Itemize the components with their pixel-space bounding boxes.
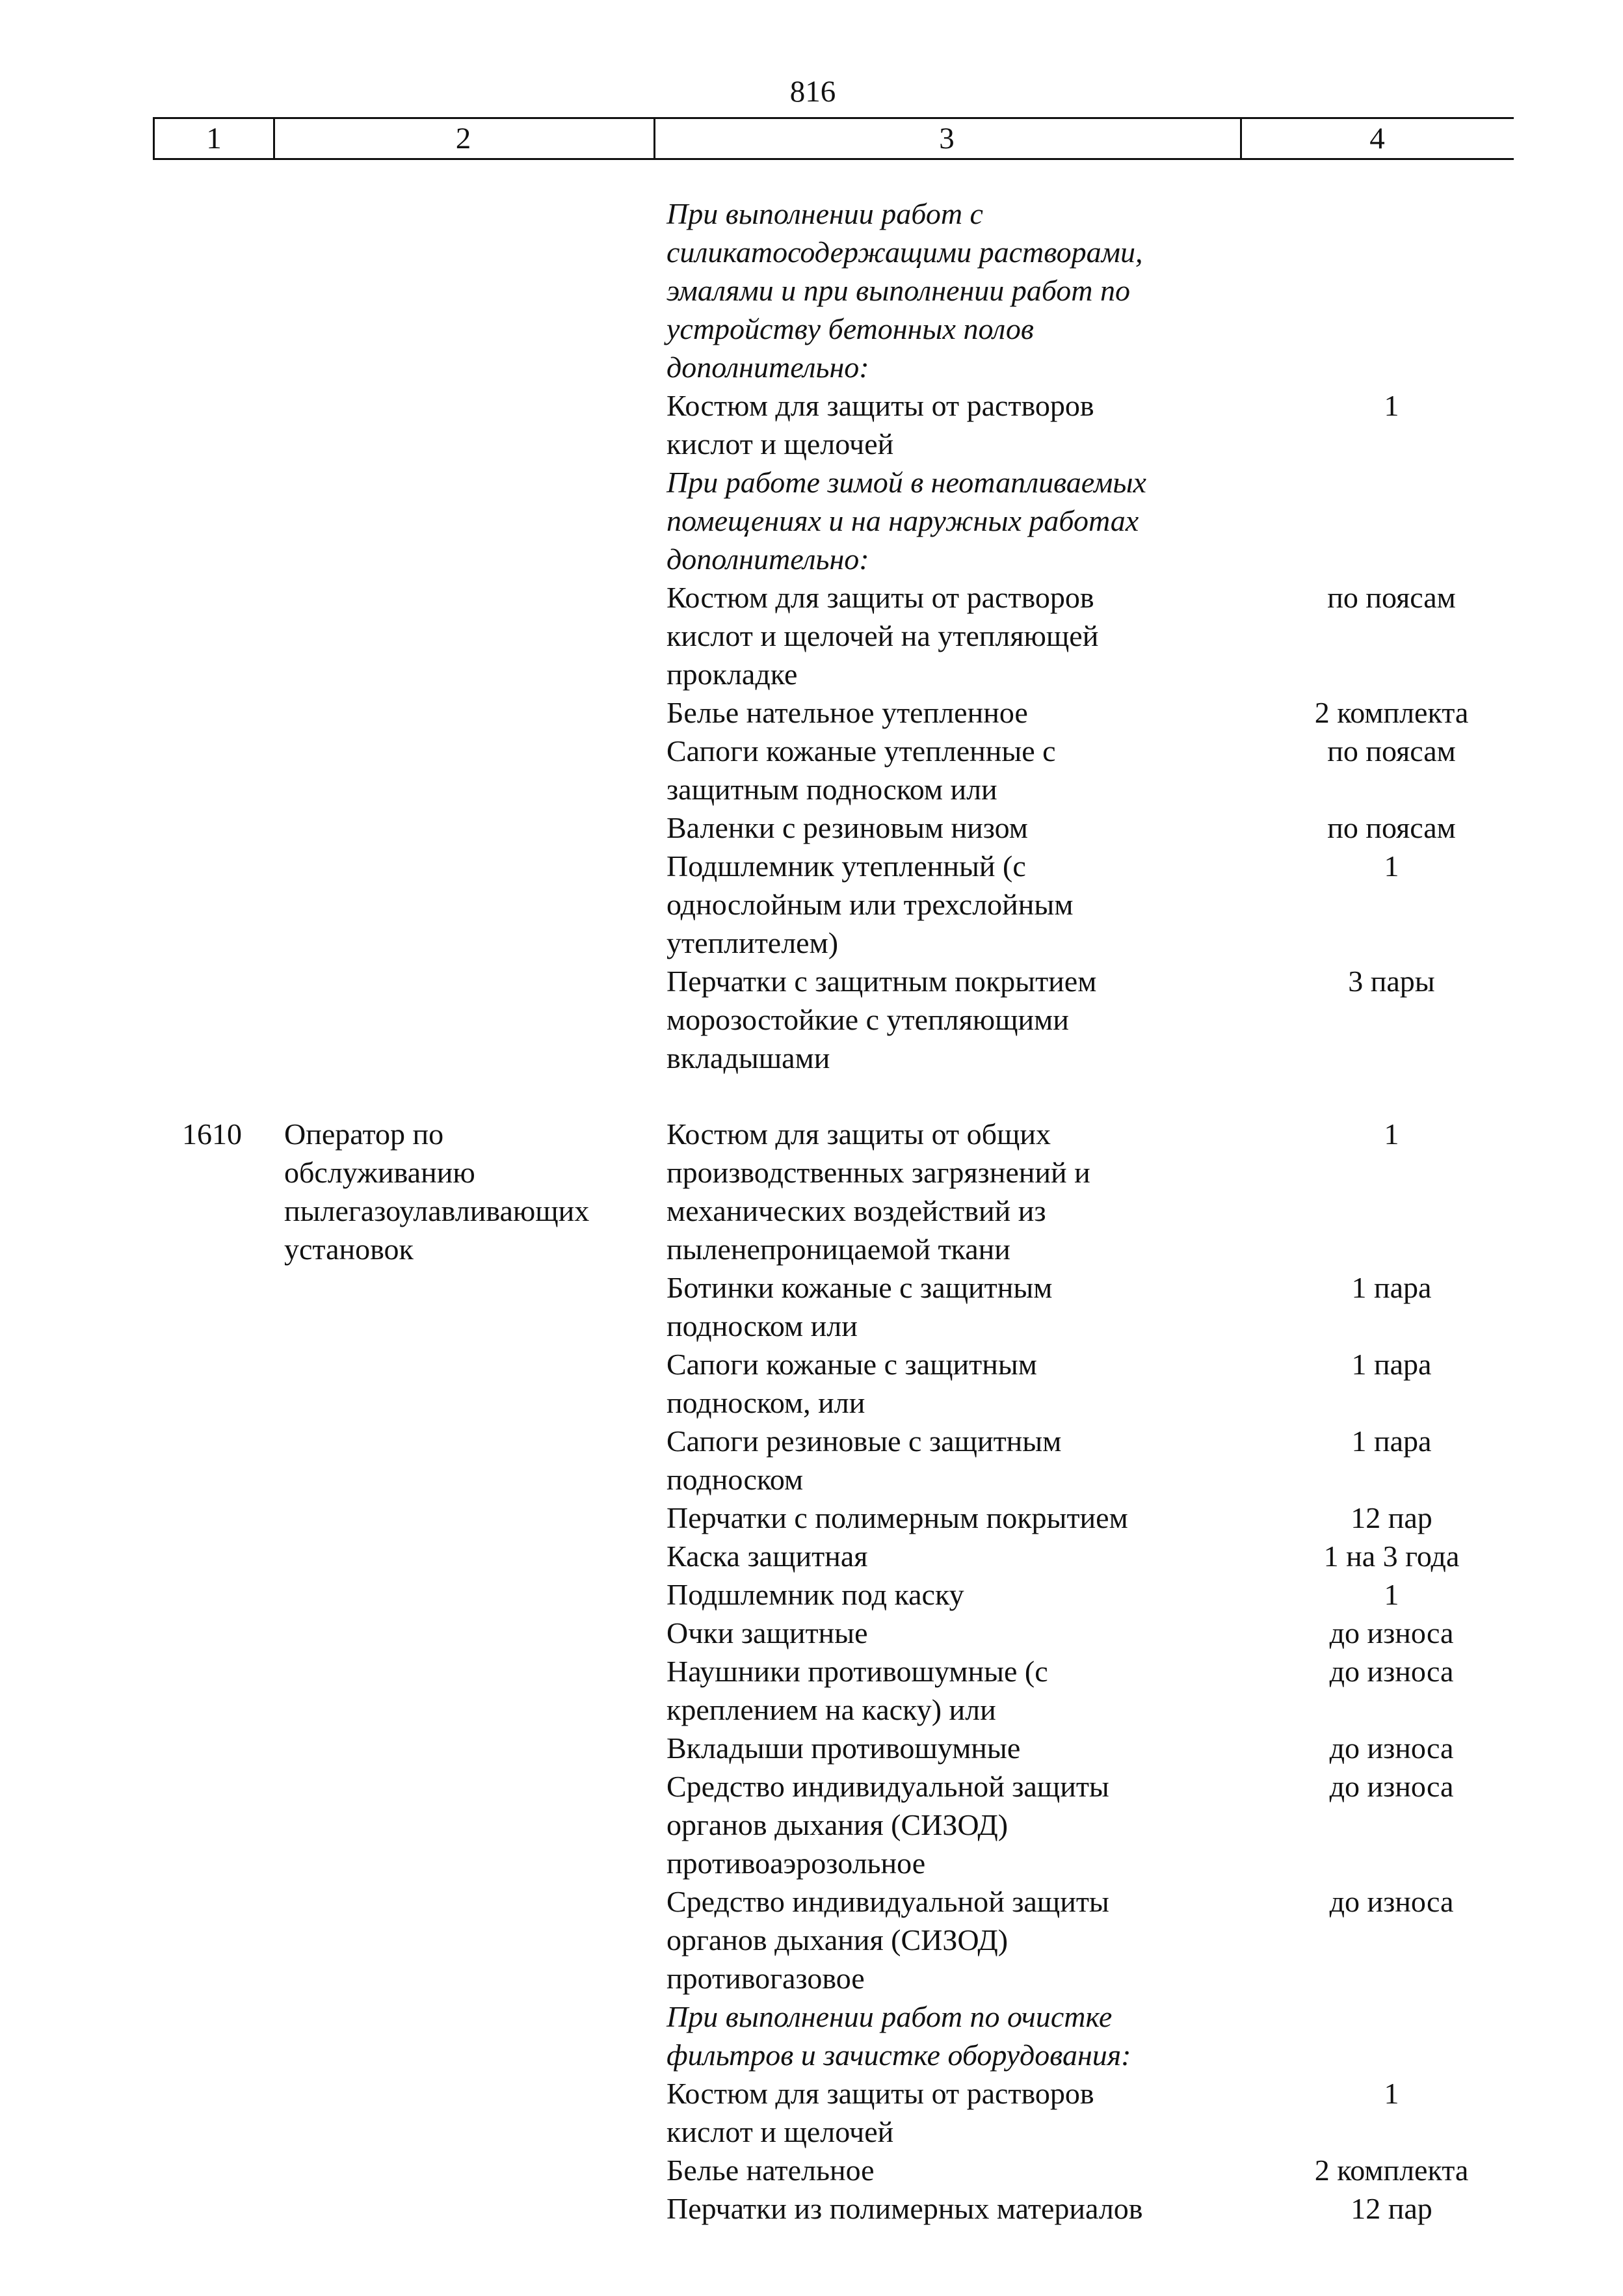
item-name-line: кислот и щелочей — [666, 427, 894, 461]
profession-line: Оператор по — [284, 1117, 444, 1151]
item-quantity: 12 пар — [1351, 2192, 1432, 2225]
item-quantity: 1 — [1384, 389, 1399, 422]
item-quantity: 2 комплекта — [1314, 696, 1469, 729]
item-quantity: до износа — [1329, 1770, 1454, 1803]
item-name-line: Средство индивидуальной защиты — [666, 1770, 1109, 1803]
item-name-line: креплением на каску) или — [666, 1693, 996, 1726]
page-number: 816 — [789, 75, 836, 109]
condition-note-line: фильтров и зачистке оборудования: — [666, 2038, 1131, 2072]
condition-note-line: дополнительно: — [666, 542, 869, 576]
item-quantity: по поясам — [1327, 811, 1456, 844]
item-name-line: органов дыхания (СИЗОД) — [666, 1808, 1009, 1841]
item-name-line: органов дыхания (СИЗОД) — [666, 1923, 1009, 1956]
condition-note-line: При выполнении работ с — [666, 197, 983, 230]
item-name-line: Средство индивидуальной защиты — [666, 1885, 1109, 1918]
item-name-line: подноском или — [666, 1309, 858, 1342]
table-header-row — [153, 117, 1514, 160]
item-name-line: Наушники противошумные (с — [666, 1655, 1048, 1688]
item-quantity: 3 пары — [1348, 965, 1435, 998]
item-name-line: Перчатки из полимерных материалов — [666, 2192, 1143, 2225]
item-name-line: Подшлемник под каску — [666, 1578, 964, 1611]
item-name-line: подноском — [666, 1463, 804, 1496]
item-quantity: 1 — [1384, 849, 1399, 883]
item-name-line: Подшлемник утепленный (с — [666, 849, 1026, 883]
condition-note-line: эмалями и при выполнении работ по — [666, 274, 1131, 307]
item-name-line: вкладышами — [666, 1041, 830, 1075]
item-quantity: 12 пар — [1351, 1501, 1432, 1534]
item-name-line: Костюм для защиты от растворов — [666, 581, 1094, 614]
item-quantity: 2 комплекта — [1314, 2154, 1469, 2187]
condition-note-line: помещениях и на наружных работах — [666, 504, 1139, 537]
item-quantity: до износа — [1329, 1616, 1454, 1649]
item-name-line: Сапоги резиновые с защитным — [666, 1424, 1062, 1458]
item-name-line: Вкладыши противошумные — [666, 1731, 1021, 1765]
item-name-line: Костюм для защиты от общих — [666, 1117, 1051, 1151]
condition-note-line: устройству бетонных полов — [666, 312, 1034, 345]
item-name-line: Белье нательное утепленное — [666, 696, 1028, 729]
item-name-line: Костюм для защиты от растворов — [666, 389, 1094, 422]
profession-line: установок — [284, 1233, 414, 1266]
item-name-line: защитным подноском или — [666, 773, 997, 806]
header-col-4: 4 — [1369, 122, 1385, 155]
item-name-line: кислот и щелочей на утепляющей — [666, 619, 1099, 652]
header-col-3: 3 — [653, 119, 1242, 158]
item-quantity: 1 пара — [1351, 1348, 1432, 1381]
profession-line: обслуживанию — [284, 1156, 475, 1189]
item-name-line: прокладке — [666, 658, 798, 691]
item-quantity: 1 — [1384, 1117, 1399, 1151]
item-name-line: Ботинки кожаные с защитным — [666, 1271, 1053, 1304]
item-name-line: утеплителем) — [666, 926, 839, 959]
item-name-line: Костюм для защиты от растворов — [666, 2077, 1094, 2110]
header-col-1: 1 — [155, 119, 275, 158]
item-name-line: Валенки с резиновым низом — [666, 811, 1028, 844]
item-name-line: однослойным или трехслойным — [666, 888, 1074, 921]
item-name-line: производственных загрязнений и — [666, 1156, 1090, 1189]
item-name-line: Сапоги кожаные с защитным — [666, 1348, 1037, 1381]
item-name-line: пыленепроницаемой ткани — [666, 1233, 1010, 1266]
item-quantity: до износа — [1329, 1655, 1454, 1688]
item-quantity: 1 — [1384, 1578, 1399, 1611]
item-quantity: по поясам — [1327, 581, 1456, 614]
item-quantity: по поясам — [1327, 734, 1456, 768]
condition-note-line: силикатосодержащими растворами, — [666, 235, 1143, 269]
item-name-line: Сапоги кожаные утепленные с — [666, 734, 1056, 768]
condition-note-line: При выполнении работ по очистке — [666, 2000, 1113, 2033]
item-name-line: Белье нательное — [666, 2154, 875, 2187]
item-name-line: противогазовое — [666, 1962, 865, 1995]
item-quantity: до износа — [1329, 1885, 1454, 1918]
item-name-line: Очки защитные — [666, 1616, 868, 1649]
item-quantity: 1 — [1384, 2077, 1399, 2110]
profession-line: пылегазоулавливающих — [284, 1194, 590, 1227]
item-name-line: Перчатки с защитным покрытием — [666, 965, 1097, 998]
item-quantity: 1 пара — [1351, 1424, 1432, 1458]
item-quantity: 1 пара — [1351, 1271, 1432, 1304]
item-name-line: кислот и щелочей — [666, 2115, 894, 2148]
row-number: 1610 — [182, 1117, 242, 1151]
item-name-line: морозостойкие с утепляющими — [666, 1003, 1069, 1036]
item-quantity: до износа — [1329, 1731, 1454, 1765]
item-quantity: 1 на 3 года — [1323, 1540, 1460, 1573]
item-name-line: Перчатки с полимерным покрытием — [666, 1501, 1128, 1534]
item-name-line: противоаэрозольное — [666, 1847, 926, 1880]
item-name-line: механических воздействий из — [666, 1194, 1046, 1227]
condition-note-line: При работе зимой в неотапливаемых — [666, 466, 1146, 499]
item-name-line: Каска защитная — [666, 1540, 868, 1573]
item-name-line: подноском, или — [666, 1386, 865, 1419]
condition-note-line: дополнительно: — [666, 351, 869, 384]
header-col-2: 2 — [273, 119, 655, 158]
